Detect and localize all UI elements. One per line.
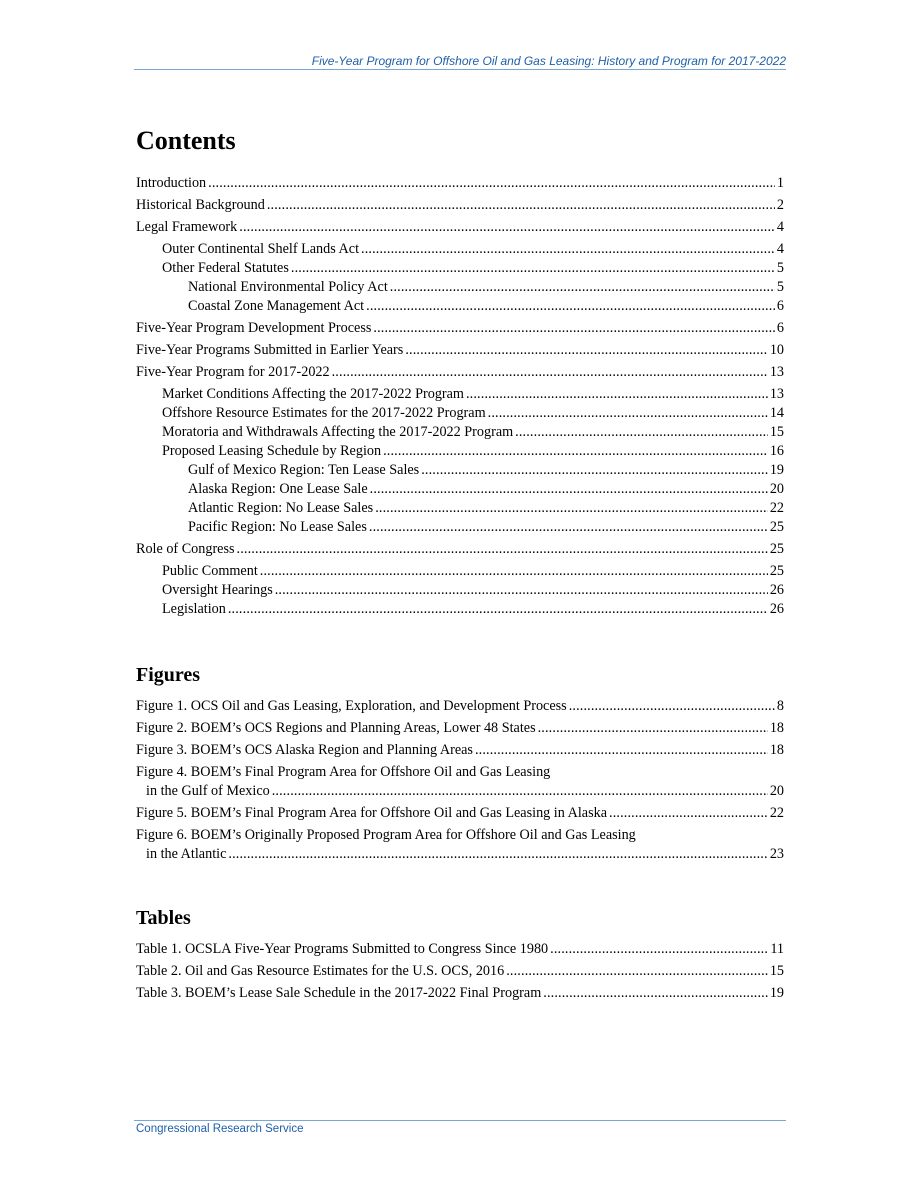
dot-leader xyxy=(366,297,775,316)
toc-entry-title: Role of Congress xyxy=(136,541,235,557)
dot-leader xyxy=(370,480,768,499)
toc-entry-title: Moratoria and Withdrawals Affecting the 2017-2022 Program xyxy=(162,424,514,440)
toc-entry-title: Outer Continental Shelf Lands Act xyxy=(162,241,360,257)
dot-leader xyxy=(475,741,768,760)
toc-entry[interactable] xyxy=(136,297,784,316)
toc-entry-title: Gulf of Mexico Region: Ten Lease Sales xyxy=(188,462,420,478)
toc-entry-page-number: 25 xyxy=(769,541,784,557)
dot-leader xyxy=(506,962,768,981)
toc-entry-title: Other Federal Statutes xyxy=(162,260,289,276)
dot-leader xyxy=(609,804,768,823)
toc-entry-title: Figure 1. OCS Oil and Gas Leasing, Exploration, and Development Process xyxy=(136,698,567,714)
toc-entry-title: Table 3. BOEM’s Lease Sale Schedule in the 2017-2022 Final Program xyxy=(136,985,542,1001)
toc-entry-page-number: 15 xyxy=(769,424,784,440)
dot-leader xyxy=(373,319,775,338)
toc-entry[interactable] xyxy=(136,719,784,738)
toc-entry-title: Figure 3. BOEM’s OCS Alaska Region and Planning Areas xyxy=(136,742,473,758)
toc-entry[interactable] xyxy=(136,697,784,716)
toc-entry-page-number: 6 xyxy=(776,298,784,314)
toc-entry-page-number: 5 xyxy=(776,279,784,295)
toc-entry-page-number: 13 xyxy=(769,386,784,402)
toc-entry[interactable] xyxy=(136,984,784,1003)
running-footer: Congressional Research Service xyxy=(136,1123,304,1135)
toc-entry[interactable] xyxy=(136,423,784,442)
toc-entry-page-number: 10 xyxy=(769,342,784,358)
toc-entry-page-number: 20 xyxy=(769,783,784,799)
dot-leader xyxy=(361,240,775,259)
dot-leader xyxy=(208,174,775,193)
toc-entry-title: Table 1. OCSLA Five-Year Programs Submitted to Congress Since 1980 xyxy=(136,941,549,957)
toc-entry[interactable] xyxy=(136,174,784,193)
toc-entry-title: Pacific Region: No Lease Sales xyxy=(188,519,367,535)
toc-entry-title: Public Comment xyxy=(162,563,258,579)
toc-entry[interactable] xyxy=(136,404,784,423)
tables-heading: Tables xyxy=(136,907,191,929)
toc-entry-page-number: 14 xyxy=(769,405,784,421)
toc-entry-title: Figure 2. BOEM’s OCS Regions and Planning Areas, Lower 48 States xyxy=(136,720,536,736)
dot-leader xyxy=(383,442,768,461)
toc-entry-title: Oversight Hearings xyxy=(162,582,273,598)
toc-entry-page-number: 25 xyxy=(769,563,784,579)
toc-entry-page-number: 2 xyxy=(776,197,784,213)
toc-entry[interactable] xyxy=(136,461,784,480)
header-divider xyxy=(134,69,786,70)
toc-entry[interactable] xyxy=(136,826,784,864)
toc-entry-page-number: 20 xyxy=(769,481,784,497)
dot-leader xyxy=(488,404,768,423)
toc-entry[interactable] xyxy=(136,940,784,959)
dot-leader xyxy=(543,984,768,1003)
toc-entry-page-number: 4 xyxy=(776,219,784,235)
toc-entry-title: Offshore Resource Estimates for the 2017-2022 Program xyxy=(162,405,486,421)
toc-entry-page-number: 23 xyxy=(769,846,784,862)
toc-entry-page-number: 11 xyxy=(770,941,784,957)
toc-entry-title: Introduction xyxy=(136,175,207,191)
dot-leader xyxy=(466,385,768,404)
toc-entry[interactable] xyxy=(136,363,784,382)
toc-entry-page-number: 19 xyxy=(769,985,784,1001)
dot-leader xyxy=(369,518,768,537)
toc-entry[interactable] xyxy=(136,600,784,619)
contents-list xyxy=(136,174,784,619)
figures-heading: Figures xyxy=(136,664,201,686)
toc-entry-title-continuation: in the Gulf of Mexico xyxy=(146,783,270,799)
toc-entry-title-continuation: in the Atlantic xyxy=(146,846,227,862)
dot-leader xyxy=(237,540,768,559)
dot-leader xyxy=(228,600,768,619)
toc-entry-page-number: 22 xyxy=(769,500,784,516)
toc-entry-title: Legal Framework xyxy=(136,219,238,235)
tables-list xyxy=(136,940,784,1003)
toc-entry-title: Table 2. Oil and Gas Resource Estimates for the U.S. OCS, 2016 xyxy=(136,963,505,979)
toc-entry-page-number: 26 xyxy=(769,582,784,598)
toc-entry[interactable] xyxy=(136,480,784,499)
toc-entry[interactable] xyxy=(136,962,784,981)
toc-entry-title: Proposed Leasing Schedule by Region xyxy=(162,443,382,459)
dot-leader xyxy=(275,581,768,600)
toc-entry-title: National Environmental Policy Act xyxy=(188,279,388,295)
toc-entry-page-number: 4 xyxy=(776,241,784,257)
toc-entry-title: Legislation xyxy=(162,601,226,617)
toc-entry-title: Figure 5. BOEM’s Final Program Area for Offshore Oil and Gas Leasing in Alaska xyxy=(136,805,607,821)
toc-entry[interactable] xyxy=(136,499,784,518)
contents-heading: Contents xyxy=(136,126,236,155)
toc-entry-page-number: 8 xyxy=(776,698,784,714)
toc-entry[interactable] xyxy=(136,385,784,404)
dot-leader xyxy=(538,719,768,738)
toc-entry-title: Figure 6. BOEM’s Originally Proposed Program Area for Offshore Oil and Gas Leasing xyxy=(136,827,636,843)
toc-entry[interactable] xyxy=(136,341,784,360)
toc-entry[interactable] xyxy=(136,442,784,461)
figures-list xyxy=(136,697,784,864)
toc-entry-title: Alaska Region: One Lease Sale xyxy=(188,481,368,497)
toc-entry[interactable] xyxy=(136,240,784,259)
dot-leader xyxy=(260,562,768,581)
toc-entry-page-number: 19 xyxy=(769,462,784,478)
toc-entry-title: Historical Background xyxy=(136,197,265,213)
dot-leader xyxy=(239,218,775,237)
toc-entry-page-number: 5 xyxy=(776,260,784,276)
dot-leader xyxy=(405,341,768,360)
dot-leader xyxy=(569,697,775,716)
dot-leader xyxy=(421,461,768,480)
toc-entry-page-number: 15 xyxy=(769,963,784,979)
dot-leader xyxy=(272,782,768,801)
dot-leader xyxy=(267,196,775,215)
toc-entry-title: Five-Year Programs Submitted in Earlier Years xyxy=(136,342,404,358)
running-header: Five-Year Program for Offshore Oil and Gas Leasing: History and Program for 2017-2022 xyxy=(311,54,786,68)
dot-leader xyxy=(228,845,767,864)
dot-leader xyxy=(515,423,768,442)
toc-entry-title: Market Conditions Affecting the 2017-2022 Program xyxy=(162,386,464,402)
toc-entry-title: Five-Year Program for 2017-2022 xyxy=(136,364,330,380)
toc-entry-page-number: 1 xyxy=(776,175,784,191)
toc-entry[interactable] xyxy=(136,741,784,760)
toc-entry[interactable] xyxy=(136,581,784,600)
toc-entry-page-number: 26 xyxy=(769,601,784,617)
toc-entry[interactable] xyxy=(136,259,784,278)
toc-entry[interactable] xyxy=(136,278,784,297)
toc-entry-page-number: 25 xyxy=(769,519,784,535)
toc-entry[interactable] xyxy=(136,319,784,338)
toc-entry-page-number: 16 xyxy=(769,443,784,459)
toc-entry-page-number: 18 xyxy=(769,720,784,736)
dot-leader xyxy=(375,499,768,518)
toc-entry[interactable] xyxy=(136,804,784,823)
toc-entry-page-number: 22 xyxy=(769,805,784,821)
toc-entry[interactable] xyxy=(136,763,784,801)
toc-entry[interactable] xyxy=(136,540,784,559)
dot-leader xyxy=(390,278,775,297)
toc-entry-page-number: 6 xyxy=(776,320,784,336)
toc-entry-title: Atlantic Region: No Lease Sales xyxy=(188,500,374,516)
dot-leader xyxy=(332,363,768,382)
toc-entry[interactable] xyxy=(136,518,784,537)
toc-entry[interactable] xyxy=(136,218,784,237)
toc-entry-title: Coastal Zone Management Act xyxy=(188,298,365,314)
toc-entry[interactable] xyxy=(136,196,784,215)
toc-entry-page-number: 13 xyxy=(769,364,784,380)
toc-entry[interactable] xyxy=(136,562,784,581)
toc-entry-title: Figure 4. BOEM’s Final Program Area for Offshore Oil and Gas Leasing xyxy=(136,764,551,780)
toc-entry-page-number: 18 xyxy=(769,742,784,758)
footer-divider xyxy=(134,1120,786,1121)
toc-entry-title: Five-Year Program Development Process xyxy=(136,320,372,336)
dot-leader xyxy=(291,259,775,278)
dot-leader xyxy=(550,940,768,959)
